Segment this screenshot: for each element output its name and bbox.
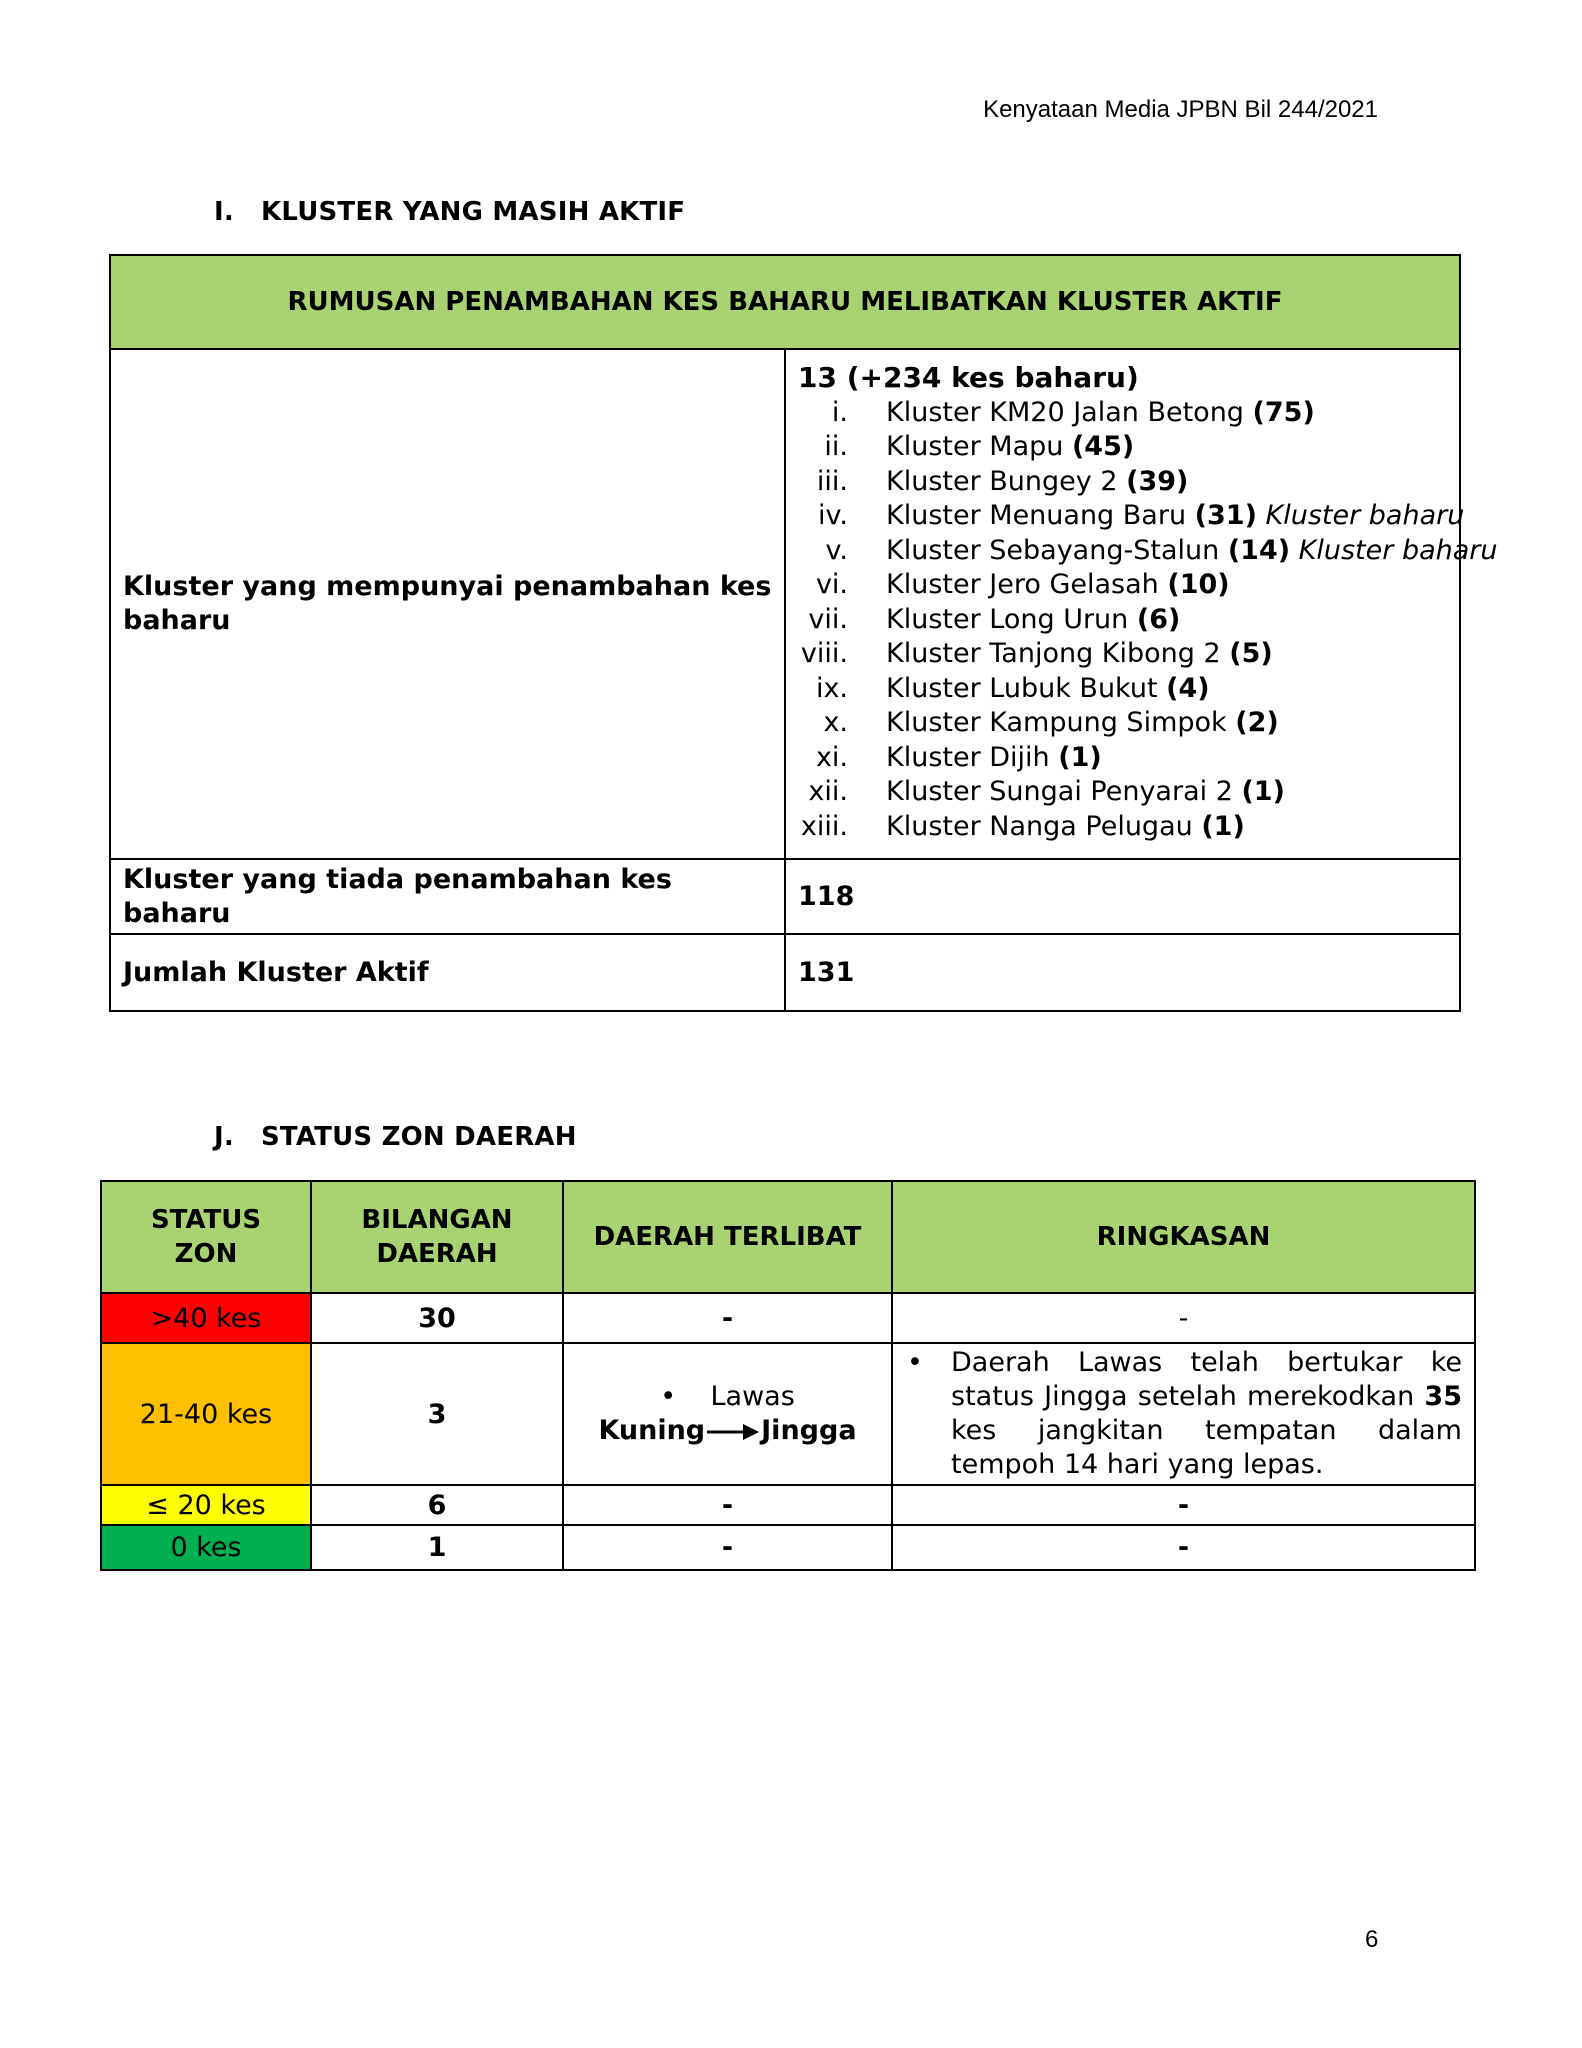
cluster-text (886, 672, 1210, 707)
zone-label: 0 kes (101, 1525, 311, 1570)
cluster-item (798, 499, 1465, 534)
summary-case-count: 35 (1424, 1381, 1462, 1412)
clusters-no-new-cases-value: 118 (785, 859, 1460, 934)
cluster-number: i. (831, 396, 848, 428)
cluster-item (798, 465, 1447, 500)
cluster-list (798, 396, 1498, 845)
cluster-item (798, 810, 1447, 845)
cluster-name: Kluster Bungey 2 (886, 465, 1118, 497)
cluster-item (798, 534, 1498, 569)
header-ringkasan: RINGKASAN (892, 1181, 1475, 1293)
summary: - (892, 1525, 1475, 1570)
zone-row-orange (101, 1343, 1475, 1485)
cluster-item (798, 637, 1447, 672)
clusters-with-new-cases-total: 13 (+234 kes baharu) (798, 360, 1139, 394)
districts-involved: - (563, 1485, 892, 1525)
district-count: 30 (311, 1293, 563, 1343)
cluster-case-count: (45) (1071, 431, 1135, 463)
zone-row-green (101, 1525, 1475, 1570)
cluster-case-count: (14) (1227, 534, 1291, 566)
cluster-name: Kluster Long Urun (886, 603, 1129, 635)
arrow-right-icon (707, 1422, 759, 1442)
total-active-clusters-label: Jumlah Kluster Aktif (110, 934, 785, 1011)
cluster-item (798, 568, 1447, 603)
cluster-text (886, 396, 1315, 431)
zone-row-yellow (101, 1485, 1475, 1525)
section-i-number: I. (214, 197, 234, 227)
cluster-text (886, 741, 1102, 776)
district-zone-table (100, 1180, 1476, 1571)
cluster-name: Kluster Dijih (886, 741, 1050, 773)
cluster-item (798, 396, 1447, 431)
cluster-case-count: (6) (1136, 603, 1181, 635)
cluster-case-count: (4) (1166, 672, 1210, 704)
cluster-number: viii. (800, 638, 848, 670)
cluster-number: iii. (816, 465, 848, 497)
cluster-case-count: (1) (1241, 776, 1285, 808)
cluster-text (886, 465, 1188, 500)
header-bilangan-daerah (311, 1181, 563, 1293)
cluster-text (886, 534, 1498, 569)
cluster-case-count: (1) (1058, 741, 1102, 773)
cluster-text (886, 706, 1279, 741)
header-bilangan-line2: DAERAH (376, 1239, 498, 1269)
cluster-item (798, 706, 1447, 741)
cluster-case-count: (31) (1194, 500, 1257, 532)
cluster-number: x. (823, 707, 848, 739)
cluster-item (798, 741, 1447, 776)
cluster-name: Kluster Sebayang-Stalun (886, 534, 1220, 566)
cluster-note: Kluster baharu (1265, 500, 1465, 532)
header-bilangan-line1: BILANGAN (361, 1205, 513, 1235)
cluster-text (886, 499, 1464, 534)
summary: - (892, 1485, 1475, 1525)
district-count: 1 (311, 1525, 563, 1570)
cluster-name: Kluster Kampung Simpok (886, 707, 1227, 739)
cluster-case-count: (1) (1201, 810, 1245, 842)
cluster-name: Kluster Tanjong Kibong 2 (886, 638, 1221, 670)
section-j-title: STATUS ZON DAERAH (261, 1122, 577, 1152)
active-cluster-table-header: RUMUSAN PENAMBAHAN KES BAHARU MELIBATKAN KLUSTER AKTIF (110, 255, 1460, 349)
total-active-clusters-value: 131 (785, 934, 1460, 1011)
clusters-with-new-cases-cell (785, 349, 1498, 859)
zone-to: Jingga (761, 1415, 857, 1446)
districts-involved: - (563, 1293, 892, 1343)
cluster-text (886, 637, 1273, 672)
cluster-text (886, 775, 1285, 810)
clusters-with-new-cases-label: Kluster yang mempunyai penambahan kes baharu (110, 349, 785, 859)
cluster-text (886, 603, 1180, 638)
cluster-name: Kluster Lubuk Bukut (886, 672, 1158, 704)
section-i-heading (214, 197, 685, 227)
cluster-name: Kluster Sungai Penyarai 2 (886, 776, 1233, 808)
zone-row-red (101, 1293, 1475, 1343)
cluster-number: xi. (815, 741, 848, 773)
summary-text (951, 1346, 1462, 1482)
zone-label: 21-40 kes (101, 1343, 311, 1485)
districts-involved: - (563, 1525, 892, 1570)
district-count: 6 (311, 1485, 563, 1525)
cluster-item (798, 603, 1447, 638)
bullet-icon: • (907, 1347, 923, 1378)
summary-text-part1: Daerah Lawas telah bertukar ke status Jingga setelah merekodkan (951, 1347, 1462, 1412)
summary (892, 1343, 1475, 1485)
cluster-name: Kluster Mapu (886, 431, 1064, 463)
zone-from: Kuning (598, 1415, 706, 1446)
active-cluster-table (109, 254, 1498, 1012)
cluster-number: vi. (815, 569, 848, 601)
cluster-number: xii. (808, 776, 848, 808)
cluster-note: Kluster baharu (1298, 534, 1498, 566)
cluster-number: ii. (824, 431, 848, 463)
section-j-heading (214, 1122, 577, 1152)
cluster-case-count: (75) (1252, 396, 1315, 428)
cluster-number: xiii. (800, 810, 848, 842)
cluster-text (886, 568, 1230, 603)
cluster-item (798, 775, 1447, 810)
cluster-case-count: (10) (1167, 569, 1230, 601)
cluster-name: Kluster KM20 Jalan Betong (886, 396, 1244, 428)
document-reference: Kenyataan Media JPBN Bil 244/2021 (983, 96, 1378, 123)
district-bullet: • Lawas (660, 1381, 795, 1412)
zone-label: >40 kes (101, 1293, 311, 1343)
cluster-number: ix. (815, 672, 848, 704)
page-number: 6 (1365, 1926, 1379, 1953)
district-count: 3 (311, 1343, 563, 1485)
section-j-number: J. (214, 1122, 234, 1152)
cluster-number: v. (825, 534, 848, 566)
zone-change (565, 1414, 890, 1448)
header-status-zon-line2: ZON (174, 1239, 238, 1269)
clusters-no-new-cases-label: Kluster yang tiada penambahan kes baharu (110, 859, 785, 934)
header-status-zon (101, 1181, 311, 1293)
cluster-item (798, 672, 1447, 707)
header-daerah-terlibat: DAERAH TERLIBAT (563, 1181, 892, 1293)
header-status-zon-line1: STATUS (150, 1205, 262, 1235)
summary-text-part2: kes jangkitan tempatan dalam tempoh 14 hari yang lepas. (951, 1415, 1462, 1480)
cluster-name: Kluster Nanga Pelugau (886, 810, 1193, 842)
cluster-item (798, 430, 1447, 465)
cluster-text (886, 430, 1134, 465)
cluster-name: Kluster Menuang Baru (886, 500, 1187, 532)
cluster-case-count: (39) (1126, 465, 1189, 497)
section-i-title: KLUSTER YANG MASIH AKTIF (261, 197, 686, 227)
zone-label: ≤ 20 kes (101, 1485, 311, 1525)
cluster-number: vii. (808, 603, 848, 635)
summary: - (892, 1293, 1475, 1343)
cluster-name: Kluster Jero Gelasah (886, 569, 1159, 601)
district-name: Lawas (710, 1381, 795, 1412)
cluster-case-count: (2) (1235, 707, 1279, 739)
districts-involved (563, 1343, 892, 1485)
cluster-text (886, 810, 1245, 845)
cluster-case-count: (5) (1229, 638, 1273, 670)
cluster-number: iv. (818, 500, 848, 532)
